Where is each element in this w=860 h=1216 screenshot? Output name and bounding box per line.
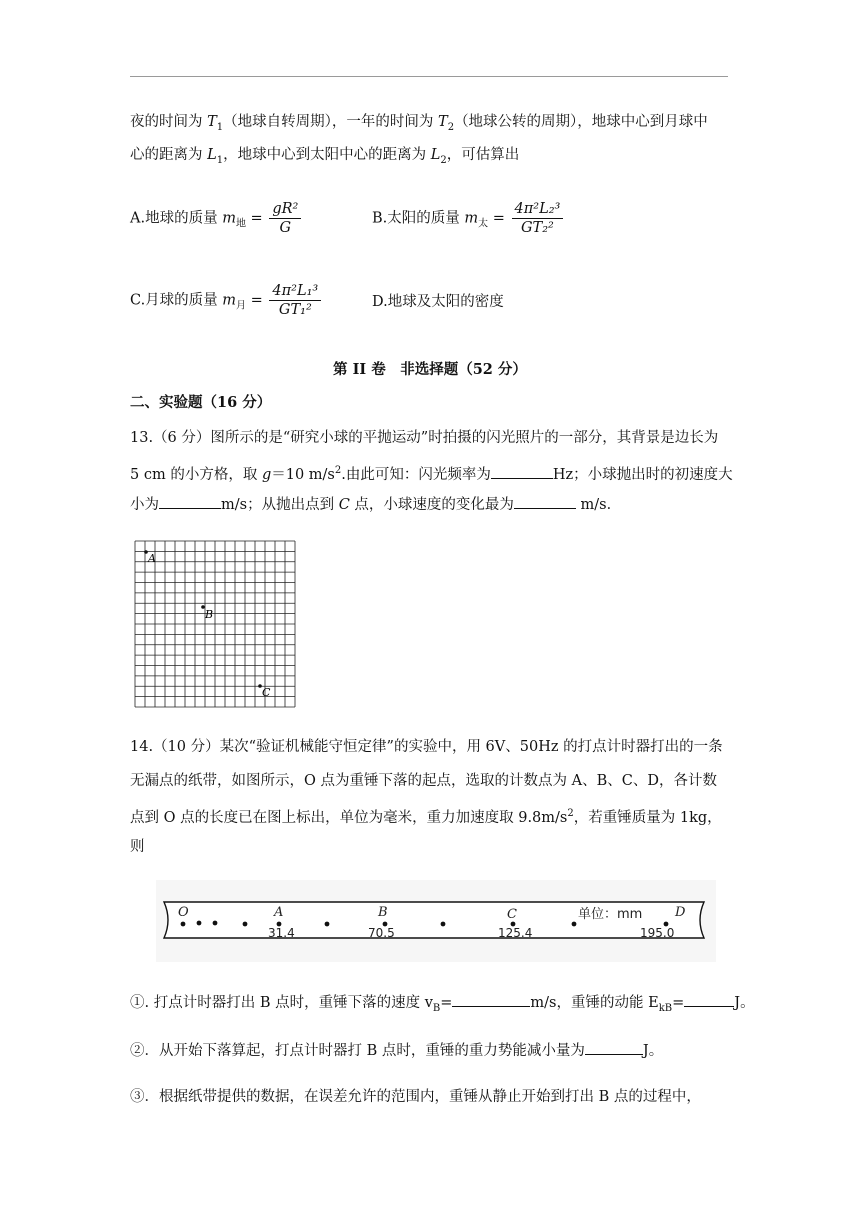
tape-value-c: 125.4 [498,926,533,940]
text: （地球公转的周期），地球中心到月球中 [454,114,708,130]
option-label: D.地球及太阳的密度 [372,294,504,310]
option-c [130,282,323,319]
tape-dot [572,922,577,927]
text: m/s；从抛出点到 [221,497,339,513]
var-T: T [207,114,217,130]
text: 5 cm 的小方格，取 [130,466,262,483]
text: ，若重锤质量为 1kg， [573,809,722,826]
tape-value-a: 31.4 [268,926,295,940]
q14-sub-3: ③．根据纸带提供的数据，在误差允许的范围内，重锤从静止开始到打出 B 点的过程中， [130,1089,701,1105]
text: 点，小球速度的变化最为 [349,497,514,513]
var-m: m [464,210,479,227]
subscript: 2 [440,154,447,166]
tape-label-d: D [675,905,686,920]
text: ，地球中心到太阳中心的距离为 [223,147,431,163]
denominator: G [279,220,292,236]
superscript: 2 [334,465,342,476]
text: 点到 O 点的长度已在图上标出，单位为毫米，重力加速度取 9.8m/s [130,809,568,826]
equals: = [488,210,510,227]
tape-dot [213,921,218,926]
option-label: B.太阳的质量 [372,210,465,227]
text: ①. 打点计时器打出 B 点时，重锤下落的速度 v [130,995,433,1011]
q14-line-4: 则 [130,839,145,855]
text: .由此可知：闪光频率为 [341,466,491,483]
q13-line-1: 13.（6 分）图所示的是“研究小球的平抛运动”时拍摄的闪光照片的一部分，其背景是边长为 [130,430,719,446]
var-g: g [261,466,272,483]
equals: = [246,292,268,309]
numerator: gR² [269,200,301,219]
option-a [130,200,303,237]
subscript: 2 [447,121,455,133]
fraction [512,200,564,237]
option-d [372,292,504,312]
numerator: 4π²L₂³ [512,200,564,219]
answer-blank[interactable] [452,992,530,1007]
intro-line-1 [130,112,708,138]
point-b-label: B [205,608,214,621]
answer-blank[interactable] [585,1040,643,1055]
paper-tape-figure [156,880,716,962]
tape-unit: 单位：mm [578,907,643,922]
text: m/s． [575,497,622,513]
text: 小为 [130,497,159,513]
q13-line-3 [130,494,621,515]
option-b [372,200,565,237]
subscript: 太 [478,218,489,230]
tape-dot [325,922,330,927]
equals: = [245,210,268,227]
denominator: GT₁² [278,302,312,318]
subscript: kB [658,1002,673,1014]
subscript: 1 [216,154,224,166]
var-m: m [222,292,237,309]
text: 夜的时间为 [130,114,208,130]
text: 心的距离为 [130,147,208,163]
text: J。 [734,995,755,1011]
point-a-label: A [148,552,156,565]
numerator: 4π²L₁³ [269,282,321,301]
text: = [672,995,685,1011]
subscript: 1 [216,121,224,133]
tape-dot [441,922,446,927]
text: （地球自转周期），一年的时间为 [223,114,439,130]
var-L: L [207,147,217,163]
text: = [440,995,453,1011]
point-c-label: C [262,686,271,699]
answer-blank[interactable] [159,494,221,509]
subscript: 地 [235,218,246,230]
option-label: C.月球的质量 [130,292,223,309]
tape-label-c: C [507,907,517,922]
section-title: 第 II 卷 非选择题（52 分） [333,361,527,378]
superscript: 2 [567,808,574,819]
q14-line-1: 14.（10 分）某次“验证机械能守恒定律”的实验中，用 6V、50Hz 的打点计时器打出的一条 [130,739,723,755]
var-m: m [222,210,236,227]
flash-photo-grid [134,540,296,708]
var-L: L [430,147,441,163]
answer-blank[interactable] [514,494,576,509]
tape-value-d: 195.0 [640,926,675,940]
answer-blank[interactable] [491,464,553,479]
q13-line-2 [130,461,733,485]
grid-lines [135,541,295,707]
option-label: A.地球的质量 [130,210,223,227]
fraction [269,282,321,319]
tape-label-a: A [274,905,284,920]
text: J。 [642,1043,664,1059]
tape-label-o: O [178,905,189,920]
text: ②．从开始下落算起，打点计时器打 B 点时，重锤的重力势能减小量为 [130,1043,585,1059]
header-rule [130,76,728,77]
subscript: 月 [236,300,247,312]
section-subtitle: 二、实验题（16 分） [130,394,272,411]
var-T: T [438,114,448,130]
tape-dot [181,922,186,927]
q14-line-3 [130,804,722,828]
text: m/s，重锤的动能 E [530,995,659,1011]
tape-dot [197,921,202,926]
tape-value-b: 70.5 [368,926,395,940]
subscript: B [432,1002,441,1014]
q14-sub-2 [130,1040,663,1061]
intro-line-2 [130,145,519,171]
tape-label-b: B [378,905,388,920]
text: ＝10 m/s [271,466,335,483]
fraction [269,200,301,237]
text: Hz；小球抛出时的初速度大 [552,466,733,483]
q14-line-2: 无漏点的纸带，如图所示，O 点为重锤下落的起点，选取的计数点为 A、B、C、D，各计数 [130,773,717,789]
q14-sub-1 [130,992,755,1019]
tape-dot [243,922,248,927]
text: ，可估算出 [446,147,520,163]
var-C: C [338,497,350,513]
answer-blank[interactable] [684,992,734,1007]
denominator: GT₂² [520,220,554,236]
